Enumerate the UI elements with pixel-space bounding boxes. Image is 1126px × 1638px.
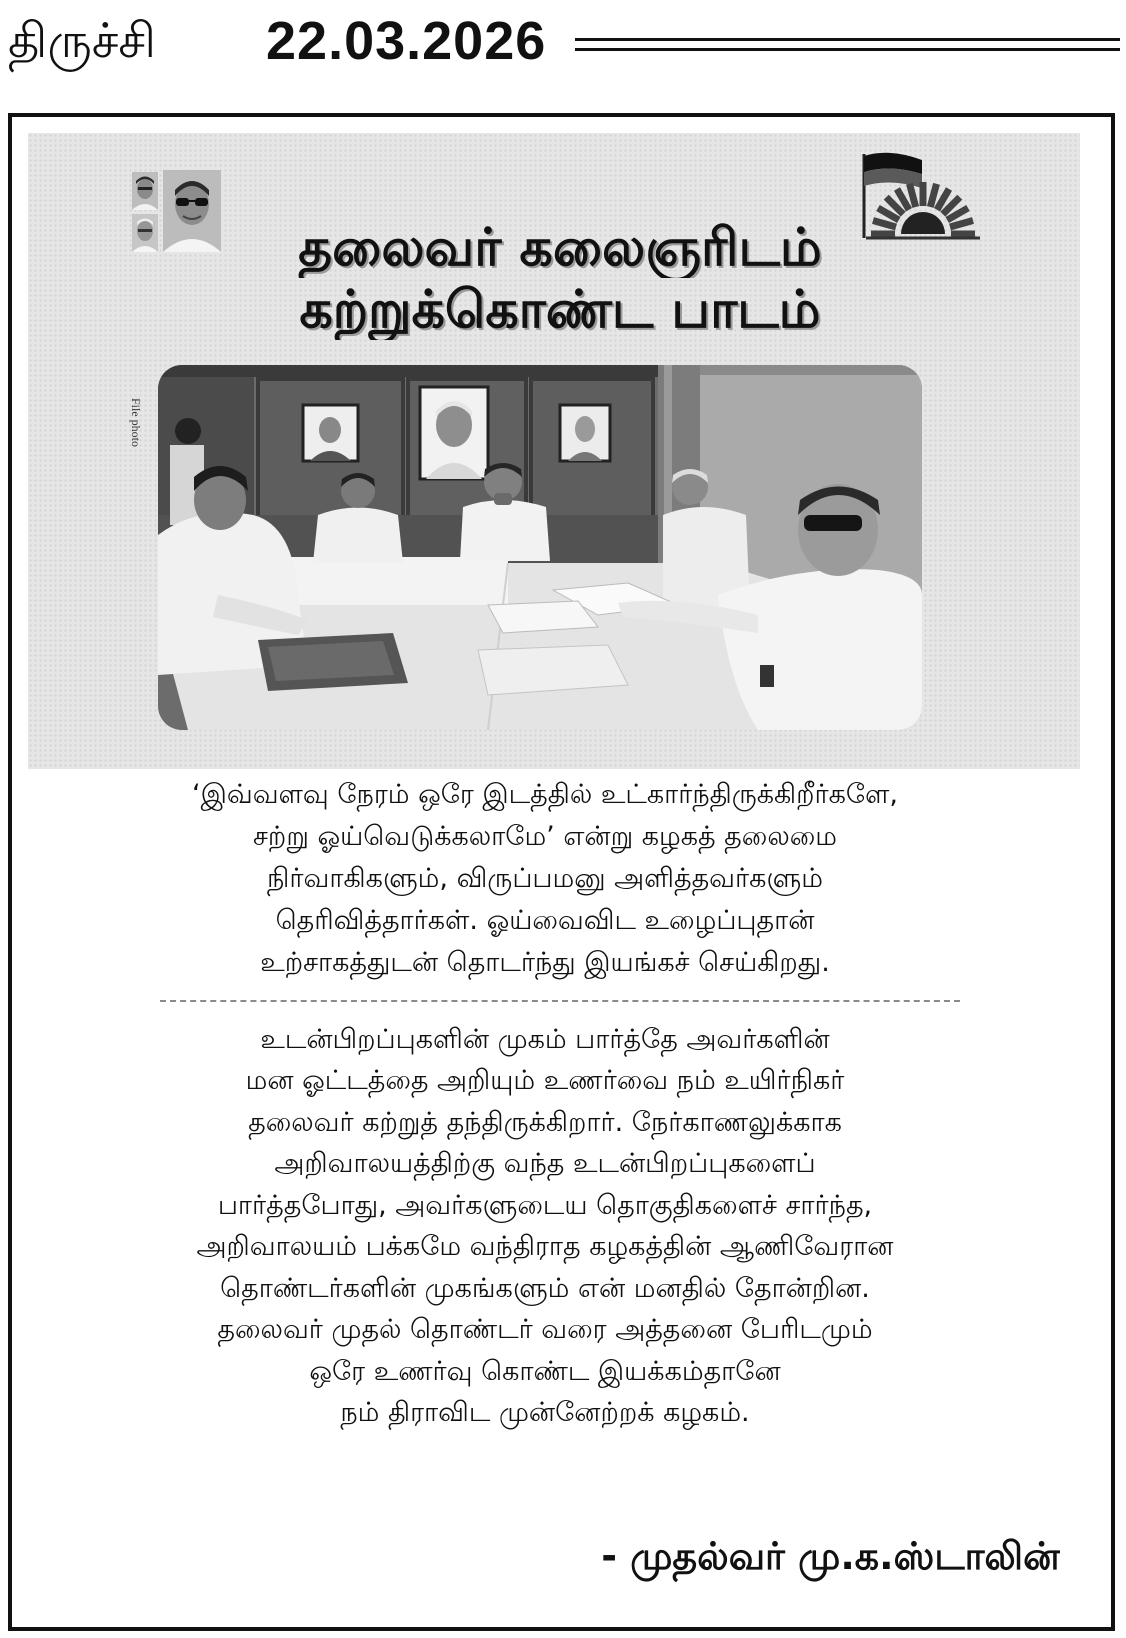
edition-date: 22.03.2026 [266,11,547,71]
body-line: தொண்டர்களின் முகங்களும் என் மனதில் தோன்றின. [220,1273,870,1304]
photo-credit: File photo [129,398,143,448]
portrait-icon [132,172,158,210]
body-line: நம் திராவிட முன்னேற்றக் கழகம். [340,1397,750,1428]
dashed-separator [160,1000,960,1002]
body-line: உடன்பிறப்புகளின் முகம் பார்த்தே அவர்களின் [260,1024,830,1055]
headline-line-2: கற்றுக்கொண்ட பாடம் [299,280,821,340]
body-line: அறிவாலயத்திற்கு வந்த உடன்பிறப்புகளைப் [274,1148,816,1179]
body-line: ஒரே உணர்வு கொண்ட இயக்கம்தானே [309,1356,781,1387]
quote-line: சற்று ஓய்வெடுக்கலாமே’ என்று கழகத் தலைமை [252,821,838,852]
header-rule-bottom [575,48,1120,51]
header-rule-top [575,38,1120,41]
quote-line: நிர்வாகிகளும், விருப்பமனு அளித்தவர்களும் [267,863,823,894]
quote-line: ‘இவ்வளவு நேரம் ஒரே இடத்தில் உட்கார்ந்திருக்கிறீர்களே, [192,779,898,810]
body-line: மன ஓட்டத்தை அறியும் உணர்வை நம் உயிர்நிகர் [245,1065,845,1096]
quote-line: உற்சாகத்துடன் தொடர்ந்து இயங்கச் செய்கிறது. [260,947,830,978]
headline-line-1: தலைவர் கலைஞரிடம் [298,218,822,278]
body-line: அறிவாலயம் பக்கமே வந்திராத கழகத்தின் ஆணிவேரான [196,1231,894,1262]
quote-line: தெரிவித்தார்கள். ஓய்வைவிட உழைப்புதான் [275,905,815,936]
edition-city: திருச்சி [8,13,156,69]
body-line: பார்த்தபோது, அவர்களுடைய தொகுதிகளைச் சார்ந்த, [217,1190,873,1221]
author-signature: - முதல்வர் மு.க.ஸ்டாலின் [601,1534,1060,1578]
body-line: தலைவர் முதல் தொண்டர் வரை அத்தனை பேரிடமும் [217,1314,873,1345]
body-line: தலைவர் கற்றுத் தந்திருக்கிறார். நேர்காணலுக்காக [248,1107,842,1138]
meeting-photo [158,365,922,730]
